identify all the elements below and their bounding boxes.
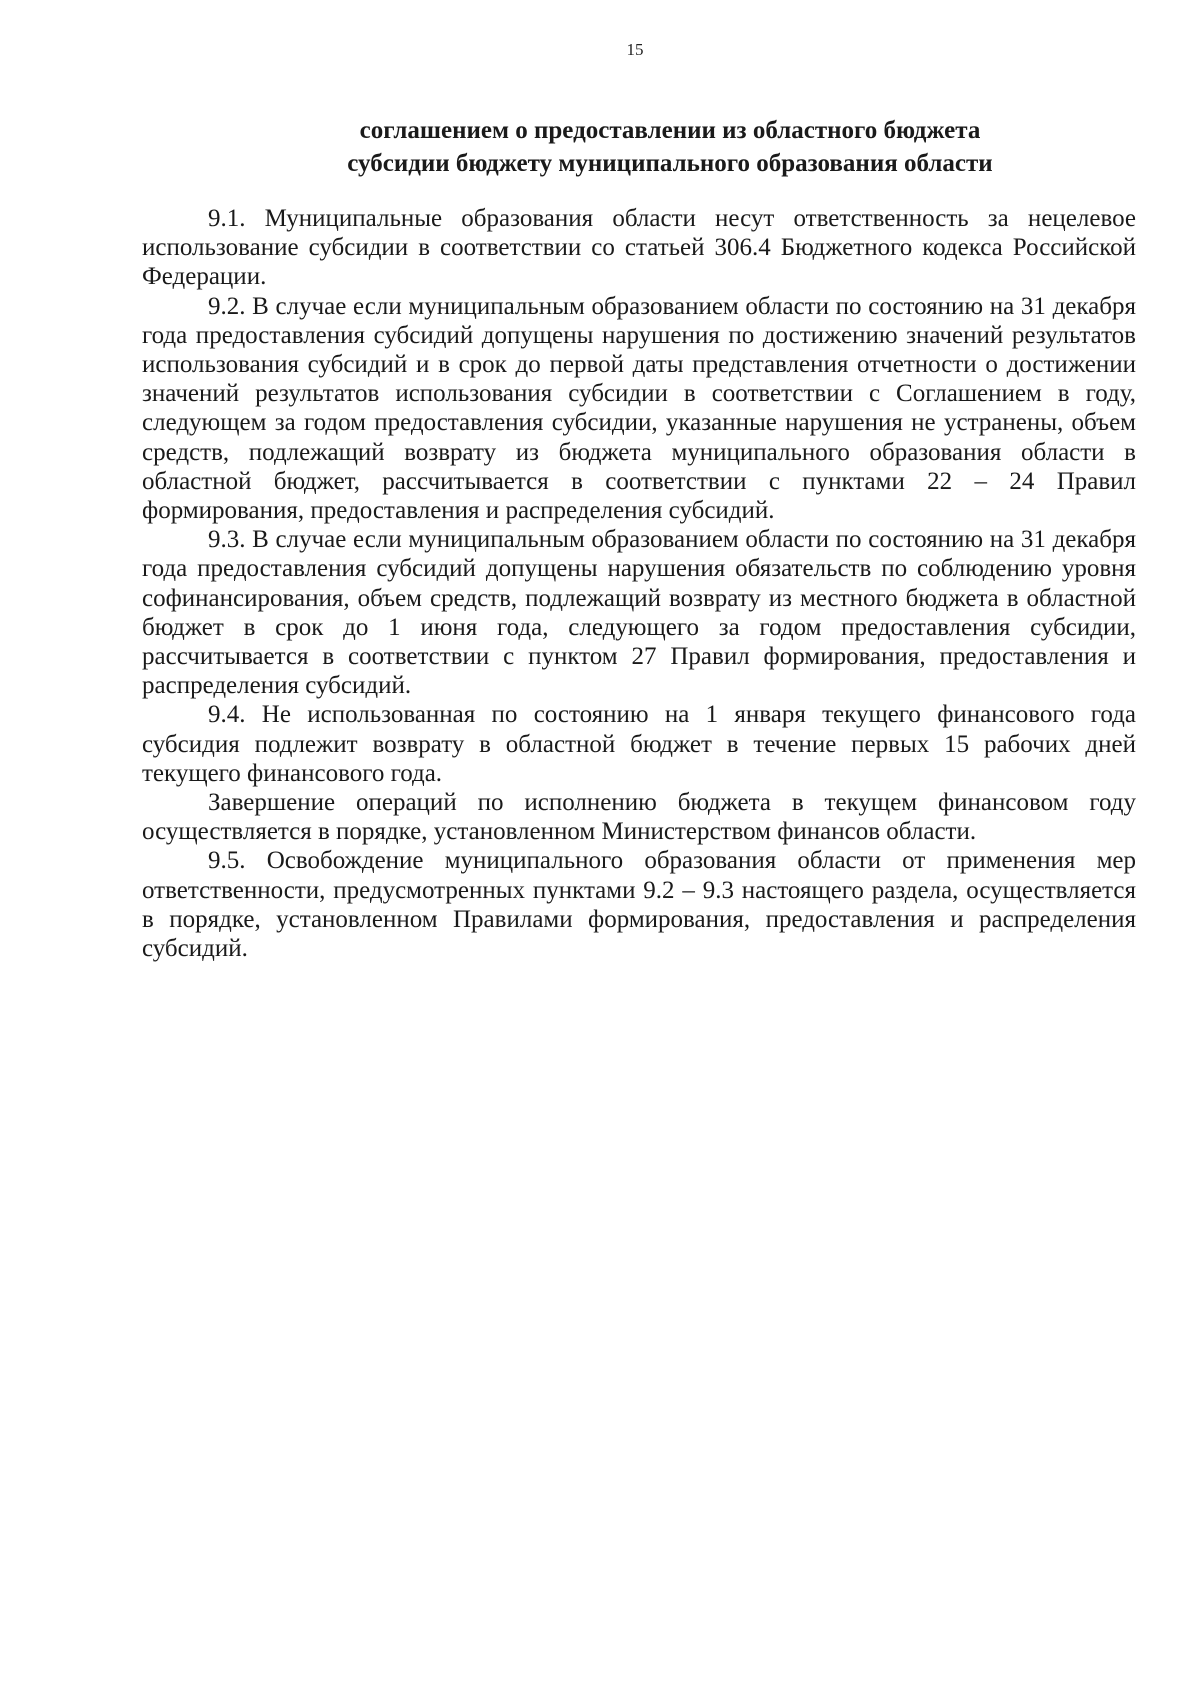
paragraph-9-3: 9.3. В случае если муниципальным образованием области по состоянию на 31 декабря года предоставления субсидий допущены нарушения обязательств по соблюдению уровня софинансирования, объем средств, подлежащий возврату из местного бюджета в областной бюджет в срок до 1 июня года, следующего за годом предоставления субсидии, рассчитывается в соответствии с пунктом 27 Правил формирования, предоставления и распределения субсидий.: [142, 526, 1136, 700]
document-body: [142, 204, 1136, 963]
section-heading: [260, 114, 1080, 180]
page-number: 15: [626, 40, 644, 59]
paragraph-9-1: 9.1. Муниципальные образования области несут ответственность за нецелевое использование субсидии в соответствии со статьей 306.4 Бюджетного кодекса Российской Федерации.: [142, 205, 1136, 291]
heading-line-2: субсидии бюджету муниципального образования области: [347, 150, 993, 177]
paragraph-9-5: 9.5. Освобождение муниципального образования области от применения мер ответственности, предусмотренных пунктами 9.2 – 9.3 настоящего раздела, осуществляется в порядке, установленном Правилами формирования, предоставления и распределения субсидий.: [142, 847, 1136, 963]
paragraph-9-4-continuation: Завершение операций по исполнению бюджета в текущем финансовом году осуществляется в порядке, установленном Министерством финансов области.: [142, 789, 1136, 846]
heading-line-1: соглашением о предоставлении из областного бюджета: [359, 117, 981, 144]
paragraph-9-2: 9.2. В случае если муниципальным образованием области по состоянию на 31 декабря года предоставления субсидий допущены нарушения по достижению значений результатов использования субсидий и в срок до первой даты представления отчетности о достижении значений результатов использования субсидии в соответствии с Соглашением в году, следующем за годом предоставления субсидии, указанные нарушения не устранены, объем средств, подлежащий возврату из бюджета муниципального образования области в областной бюджет, рассчитывается в соответствии с пунктами 22 – 24 Правил формирования, предоставления и распределения субсидий.: [142, 292, 1136, 525]
paragraph-9-4: 9.4. Не использованная по состоянию на 1 января текущего финансового года субсидия подлежит возврату в областной бюджет в течение первых 15 рабочих дней текущего финансового года.: [142, 701, 1136, 787]
